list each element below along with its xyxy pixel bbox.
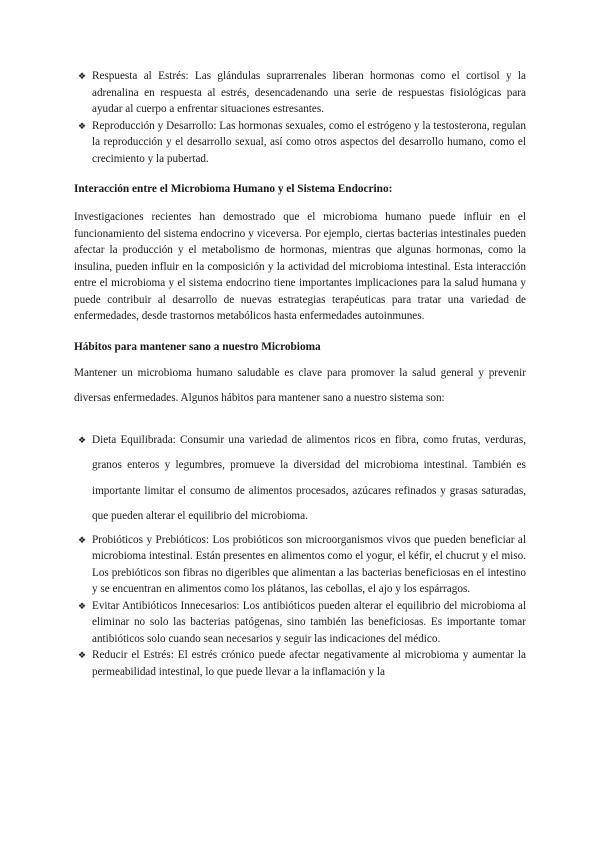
list-item xyxy=(74,532,526,598)
list-item-text: Reproducción y Desarrollo: Las hormonas sexuales, como el estrógeno y la testosterona, regulan la reproducción y el desarrollo sexual, así como otros aspectos del desarrollo humano, como el crecimiento y la pubertad. xyxy=(92,119,526,165)
list-item xyxy=(74,68,526,118)
habits-list xyxy=(74,532,526,681)
diamond-bullet-icon: ❖ xyxy=(78,71,87,81)
list-item-text: Evitar Antibióticos Innecesarios: Los antibióticos pueden alterar el equilibrio del microbioma al eliminar no solo las bacterias patógenas, sino también las beneficiosas. Es importante tomar antibióticos solo cuando sean necesarios y seguir las indicaciones del médico. xyxy=(92,599,526,645)
list-item xyxy=(74,118,526,168)
list-item xyxy=(74,647,526,680)
list-item-text: Reducir el Estrés: El estrés crónico puede afectar negativamente al microbioma y aumentar la permeabilidad intestinal, lo que puede llevar a la inflamación y la xyxy=(92,649,526,678)
interaction-paragraph: Investigaciones recientes han demostrado que el microbioma humano puede influir en el funcionamiento del sistema endocrino y viceversa. Por ejemplo, ciertas bacterias intestinales pueden afectar la producción y el metabolismo de hormonas, mientras que algunas hormonas, como la insulina, pueden influir en la composición y la actividad del microbioma intestinal. Esta interacción entre el microbioma y el sistema endocrino tiene importantes implicaciones para la salud humana y puede contribuir al desarrollo de nuevas estrategias terapéuticas para tratar una variedad de enfermedades, desde trastornos metabólicos hasta enfermedades autoinmunes. xyxy=(74,211,526,322)
diamond-bullet-icon: ❖ xyxy=(78,600,87,611)
page-content xyxy=(74,68,526,680)
habits-list-spaced xyxy=(74,428,526,530)
habits-intro-paragraph: Mantener un microbioma humano saludable es clave para promover la salud general y prevenir diversas enfermedades. Algunos hábitos para mantener sano a nuestro sistema son: xyxy=(74,366,526,404)
list-item xyxy=(74,598,526,648)
diamond-bullet-icon: ❖ xyxy=(78,120,87,131)
list-item-text: Probióticos y Prebióticos: Los probióticos son microorganismos vivos que pueden beneficiar al microbioma intestinal. Están presentes en alimentos como el yogur, el kéfir, el chucrut y el miso. Los prebióticos son fibras no digeribles que alimentan a las bacterias beneficiosas en el intestino y se encuentran en alimentos como los plátanos, las cebollas, el ajo y los espárragos. xyxy=(92,533,526,595)
list-item xyxy=(74,428,526,530)
diamond-bullet-icon: ❖ xyxy=(78,650,87,660)
diamond-bullet-icon: ❖ xyxy=(78,534,87,545)
hormone-function-list xyxy=(74,68,526,167)
list-item-text: Dieta Equilibrada: Consumir una variedad de alimentos ricos en fibra, como frutas, verduras, granos enteros y legumbres, promueve la diversidad del microbioma intestinal. También es importante limitar el consumo de alimentos procesados, azúcares refinados y grasas saturadas, que pueden alterar el equilibrio del microbioma. xyxy=(92,433,526,522)
section-heading-interaction: Interacción entre el Microbioma Humano y el Sistema Endocrino: xyxy=(74,183,393,195)
diamond-bullet-icon: ❖ xyxy=(78,434,87,445)
list-item-text: Respuesta al Estrés: Las glándulas suprarrenales liberan hormonas como el cortisol y la adrenalina en respuesta al estrés, desencadenando una serie de respuestas fisiológicas para ayudar al cuerpo a enfrentar situaciones estresantes. xyxy=(92,70,526,115)
section-heading-habits: Hábitos para mantener sano a nuestro Microbioma xyxy=(74,340,321,353)
